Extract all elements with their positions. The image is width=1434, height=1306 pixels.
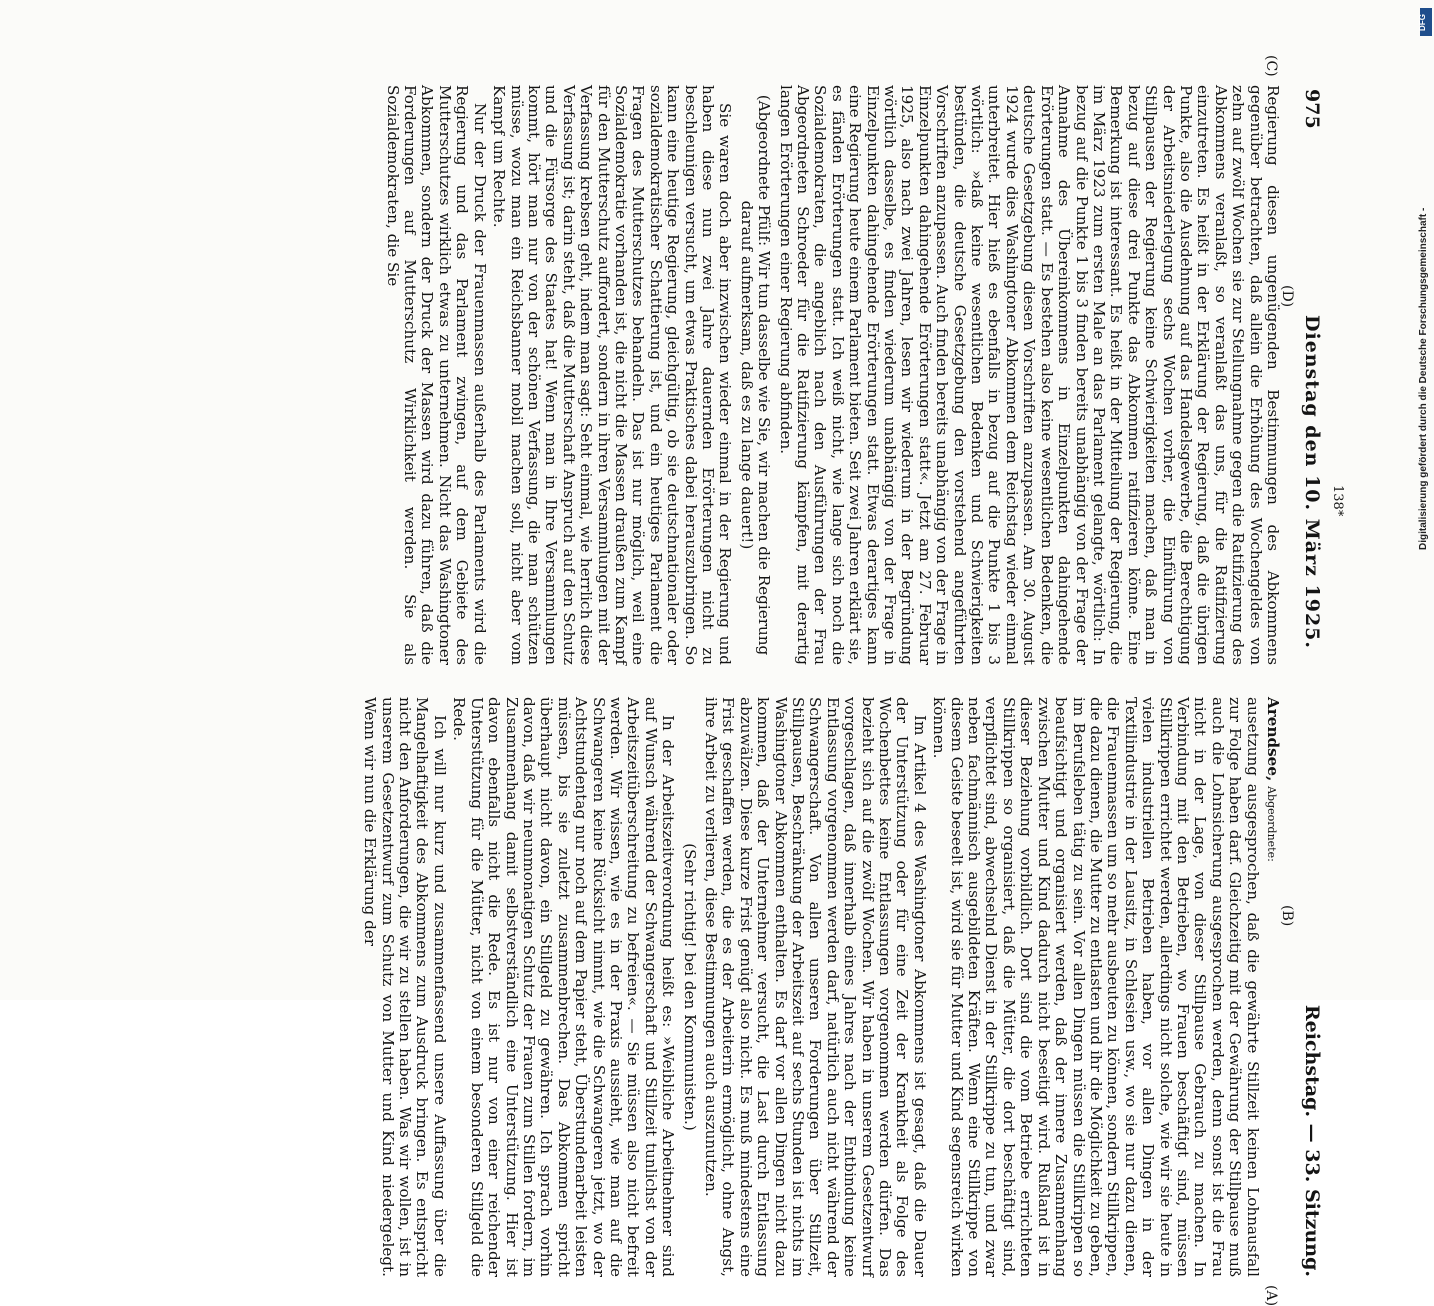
margin-mark-c: (C) (1263, 55, 1279, 77)
margin-mark-d: (D) (1279, 285, 1295, 308)
dfg-logo: DFG (1420, 8, 1432, 36)
rotated-page (95, 55, 1345, 1306)
digitization-credit (1418, 10, 1432, 550)
paragraph: Im Artikel 4 des Washingtoner Abkommens ist gesagt, daß die Dauer der Unterstützung oder für eine Zeit der Krankheit als Folge des Wochenbettes keine Entlassungen vorgenommen werden dürfen. Das bezieht sich auf die zwölf Wochen. Wir haben in unserem Gesetzentwurf vorgeschlagen, daß innerhalb eines Jahres nach der Entbindung keine Entlassung vorgenommen werden darf, natürlich auch nicht während der Schwangerschaft. Von allen unseren Forderungen über Stillzeit, Stillpausen, Beschränkung der Arbeitszeit auf sechs Stunden ist nichts im Washingtoner Abkommen enthalten. Es darf vor allen Dingen nicht dazu kommen, daß der Unternehmer versucht, die Last durch Entlassung abzuwälzen. Diese kurze Frist genügt also nicht. Es muß mindestens eine Frist geschaffen werden, die es der Arbeiterin ermöglicht, ohne Angst, ihre Arbeit zu verlieren, diese Bestimmungen auch auszunutzen. (702, 697, 929, 1277)
page-number: 975 (1301, 89, 1323, 129)
right-column-text (383, 85, 1281, 665)
speaker-role: Abgeordnete: (1265, 786, 1278, 862)
folio-mark: 138* (1330, 485, 1345, 517)
credit-text: Digitalisierung gefördert durch die Deutsche Forschungsgemeinschaft - (1418, 207, 1429, 550)
speaker-name: Arendsee, (1264, 697, 1282, 782)
margin-mark-a: (A) (1263, 1285, 1279, 1306)
left-column-text (361, 697, 1281, 1277)
margin-mark-b: (B) (1279, 905, 1295, 927)
header-session: Reichstag. — 33. Sitzung. (1301, 1004, 1323, 1277)
right-column (381, 85, 1281, 665)
interjection: (Abgeordnete Pfülf: Wir tun dasselbe wie Sie, wir machen die Regierung darauf aufmerksam, daß es zu lange dauert!) (737, 94, 774, 656)
header-date: Dienstag den 10. März 1925. (1301, 315, 1323, 650)
interjection: (Sehr richtig! bei den Kommunisten.) (680, 843, 699, 1131)
paragraph: Sie waren doch aber inzwischen wieder einmal in der Regierung und haben diese nun zwei Jahre dauernden Erörterungen nicht zu beschleunigen versucht, um etwas Praktisches dabei herauszubringen. So kann eine heutige Regierung, gleichgültig, ob sie deutschnationaler oder sozialdemokratischer Schattierung ist, und ein heutiges Parlament die Fragen des Mutterschutzes behandeln. Das ist nur möglich, weil eine Sozialdemokratie vorhanden ist, die nicht die Massen draußen zum Kampf für den Mutterschutz auffordert, sondern in ihren Versammlungen mit der Verfassung krebsen geht, indem man sagt: Seht einmal, wie herrlich diese Verfassung ist; darin steht, daß die Mutterschaft Anspruch auf den Schutz und die Fürsorge des Staates hat! Wenn man in Ihre Versammlungen kommt, hört man nur von der schönen Verfassung, die man schützen müsse, wozu man ein Reichsbanner mobil machen soll, nicht aber vom Kampf um Rechte. (490, 85, 735, 665)
paragraph: ausetzung ausgesprochen, daß die gewährte Stillzeit keinen Lohnausfall zur Folge haben darf. Gleichzeitig mit der Gewährung der Stillpause muß auch die Lohnsicherung ausgesprochen werden, denn sonst ist die Frau nicht in der Lage, von dieser Stillpause Gebrauch zu machen. In Verbindung mit den Betrieben, wo Frauen beschäftigt sind, müssen Stillkrippen errichtet werden, allerdings nicht solche, wie wir sie heute in vielen industriellen Betrieben haben, vor allen Dingen in der Textilindustrie in der Lausitz, in Schlesien usw., wo sie nur dazu dienen, die Frauenmassen um so mehr ausbeuten zu können, sondern Stillkrippen, die dazu dienen, die Mutter zu entlasten und ihr die Möglichkeit zu geben, im Berufsleben tätig zu sein. Vor allen Dingen müssen die Stillkrippen so beaufsichtigt und organisiert werden, daß der innere Zusammenhang zwischen Mutter und Kind dadurch nicht beseitigt wird. Rußland ist in dieser Beziehung vorbildlich. Dort sind die vom Betriebe errichteten Stillkrippen so organisiert, daß die Mütter, die dort beschäftigt sind, verpflichtet sind, abwechselnd Dienst in der Stillkrippe zu tun, und zwar neben fachmännisch ausgebildeten Kräften. Wenn eine Stillkrippe von diesem Geiste beseelt ist, wird sie für Mutter und Kind segensreich wirken können. (930, 697, 1262, 1277)
paragraph: In der Arbeitszeitverordnung heißt es: »Weibliche Arbeitnehmer sind auf Wunsch während der Schwangerschaft und Stillzeit tunlichst von der Arbeitszeitüberschreitung zu befreien«. — Sie müssen also nicht befreit werden. Wir wissen, wie es in der Praxis aussieht, wie man auf die Schwangeren keine Rücksicht nimmt, wie die Schwangeren jetzt, wo der Achtstundentag nur noch auf dem Papier steht, Überstundenarbeit leisten müssen, bis sie zuletzt zusammenbrechen. Das Abkommen spricht überhaupt nicht davon, ein Stillgeld zu gewähren. Ich sprach vorhin davon, daß wir neunmonatigen Schutz der Frauen zum Stillen fordern, im Zusammenhang damit selbstverständlich eine Unterstützung. Hier ist davon ebenfalls nicht die Rede. Es ist nur von einer reichender Unterstützung für die Mütter, nicht von einem besonderen Stillgeld die Rede. (450, 697, 678, 1277)
paragraph: Ich will nur kurz und zusammenfassend unsere Auffassung über die Mangelhaftigkeit des Abkommens zum Ausdruck bringen. Es entspricht nicht den Anforderungen, die wir zu stellen haben. Was wir wollen, ist in unserem Gesetzentwurf zum Schutz von Mutter und Kind niedergelegt. Wenn wir nun die Erklärung der (361, 697, 449, 1277)
paragraph: Regierung diesen ungenügenden Bestimmungen des Abkommens gegenüber betrachten, daß allein die Erhöhung des Wochengeldes von zehn auf zwölf Wochen sie zur Stellungnahme gegen die Ratifizierung des Abkommens veranlaßt, so veranlaßt das uns, für die Ratifizierung einzutreten. Es heißt in der Erklärung der Regierung, daß die übrigen Punkte, also die Ausdehnung auf das Handelsgewerbe, die Berechtigung der Arbeitsniederlegung sechs Wochen vorher, die Einführung von Stillpausen der Regierung keine Schwierigkeiten machen, daß man in bezug auf diese drei Punkte das Abkommen ratifizieren könne. Eine Bemerkung ist interessant. Es heißt in der Mitteilung der Regierung, die im März 1923 zum ersten Male an das Parlament gelangte, wörtlich: In bezug auf die Punkte 1 bis 3 finden bereits unabhängig von der Frage der Annahme des Übereinkommens in Einzelpunkten dahingehende Erörterungen statt. — Es bestehen also keine wesentlichen Bedenken, die deutsche Gesetzgebung diesen Vorschriften anzupassen. Am 30. August 1924 wurde dies Washingtoner Abkommen dem Reichstag wieder einmal unterbreitet. Hier hieß es ebenfalls in bezug auf die Punkte 1 bis 3 wörtlich: »daß keine wesentlichen Bedenken und Schwierigkeiten bestünden, die deutsche Gesetzgebung den vorstehend angeführten Vorschriften anzupassen. Auch finden bereits unabhängig von der Frage in Einzelpunkten dahingehende Erörterungen statt«. Jetzt am 27. Februar 1925, also nach zwei Jahren, lesen wir wiederum in der Begründung wörtlich dasselbe, es finden wiederum unabhängig von der Frage in Einzelpunkten dahingehende Erörterungen statt. Etwas derartiges kann eine Regierung heute einem Parlament bieten. Seit zwei Jahren erklärt sie, es fänden Erörterungen statt. Ich weiß nicht, wie lange sich noch die Sozialdemokraten, die angeblich nach den Ausführungen der Frau Abgeordneten Schroeder für die Ratifizierung kämpfen, mit derartig langen Erörterungen einer Regierung abfinden. (776, 85, 1282, 665)
left-column (359, 697, 1323, 1277)
paragraph: Nur der Druck der Frauenmassen außerhalb des Parlaments wird die Regierung und das Parlament zwingen, auf dem Gebiete des Mutterschutzes wirklich etwas zu unternehmen. Nicht das Washingtoner Abkommen, sondern der Druck der Massen wird dazu führen, daß die Forderungen auf Mutterschutz Wirklichkeit werden. Sie als Sozialdemokraten, die Sie (383, 85, 489, 665)
speaker-line (1263, 697, 1281, 1277)
